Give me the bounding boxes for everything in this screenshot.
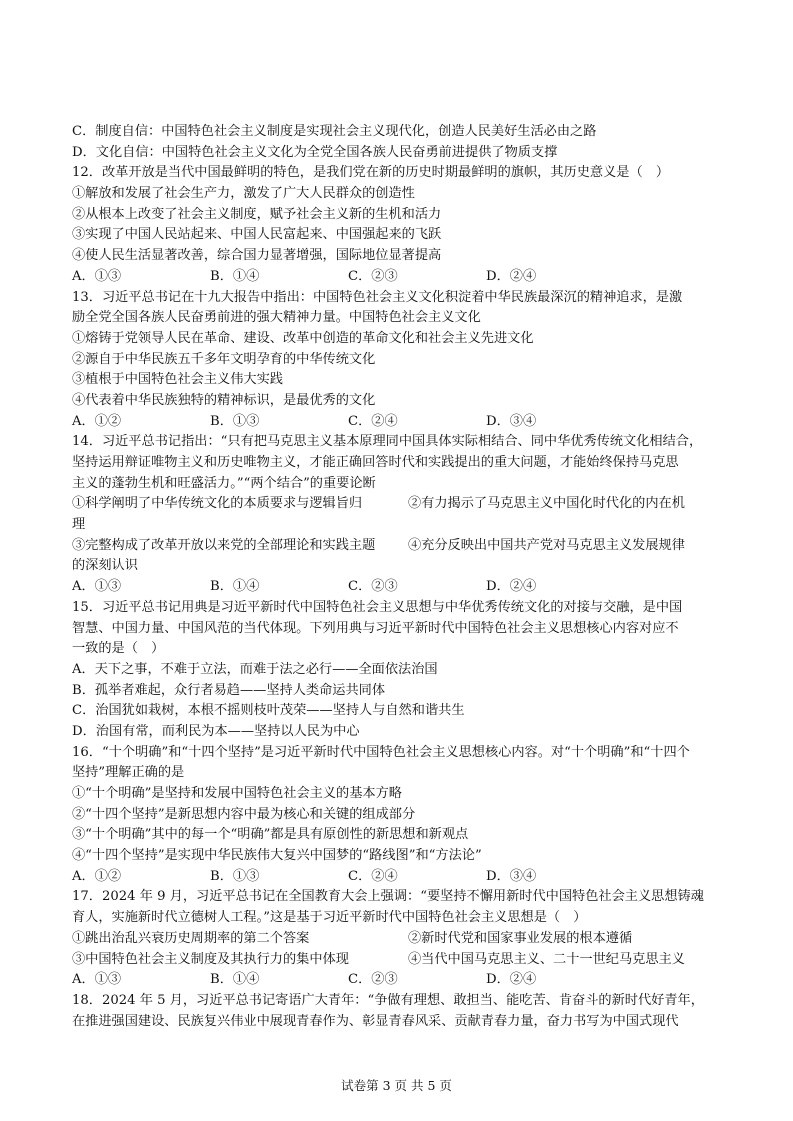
question-12-option-d: D．②④ bbox=[486, 268, 537, 284]
question-16-item-1: ①“十个明确”是坚持和发展中国特色社会主义的基本方略 bbox=[72, 786, 402, 801]
question-13-item-1: ①熔铸于党领导人民在革命、建设、改革中创造的革命文化和社会主义先进文化 bbox=[72, 330, 534, 346]
question-18-stem-2: 在推进强国建设、民族复兴伟业中展现青春作为、彰显青春风采、贡献青春力量，奋力书写为中国式现代 bbox=[72, 1013, 679, 1029]
question-13-stem-1: 13．习近平总书记在十九大报告中指出：中国特色社会主义文化积淀着中华民族最深沉的精神追求，是激 bbox=[72, 289, 683, 305]
page-footer: 试卷第 3 页 共 5 页 bbox=[341, 1078, 452, 1093]
question-13-option-b: B．①③ bbox=[210, 413, 260, 429]
question-16-option-d: D．③④ bbox=[486, 868, 537, 884]
question-14-item-4-cont: 的深刻认识 bbox=[72, 558, 138, 574]
question-17-option-a: A．①③ bbox=[72, 972, 122, 988]
question-16-item-3: ③“十个明确”其中的每一个“明确”都是具有原创性的新思想和新观点 bbox=[72, 827, 469, 843]
question-14-item-3: ③完整构成了改革开放以来党的全部理论和实践主题 bbox=[72, 537, 376, 553]
question-14-stem-3: 主义的蓬勃生机和旺盛活力。”“两个结合”的重要论断 bbox=[72, 475, 376, 491]
question-13-item-4: ④代表着中华民族独特的精神标识，是最优秀的文化 bbox=[72, 392, 376, 408]
question-17-item-3: ③中国特色社会主义制度及其执行力的集中体现 bbox=[72, 951, 349, 967]
question-15-option-b: B．孤举者难起，众行者易趋——坚持人类命运共同体 bbox=[72, 682, 386, 698]
option-d-line: D．文化自信：中国特色社会主义文化为全党全国各族人民奋勇前进提供了物质支撑 bbox=[72, 144, 558, 160]
question-17-items-row-1 bbox=[72, 929, 722, 950]
question-15-option-d: D．治国有常，而利民为本——坚持以人民为中心 bbox=[72, 723, 360, 739]
option-c-line: C．制度自信：中国特色社会主义制度是实现社会主义现代化，创造人民美好生活必由之路 bbox=[72, 124, 597, 139]
exam-page-content bbox=[72, 122, 722, 1032]
question-17-option-b: B．①④ bbox=[210, 972, 260, 988]
question-14-option-b: B．①④ bbox=[210, 579, 260, 595]
question-14-items-row-2 bbox=[72, 536, 722, 557]
question-16-option-b: B．①③ bbox=[210, 868, 260, 884]
question-17-item-1: ①跳出治乱兴衰历史周期率的第二个答案 bbox=[72, 930, 310, 946]
question-14-item-2-cont: 理 bbox=[72, 517, 86, 533]
question-17-stem-1: 17．2024 年 9 月，习近平总书记在全国教育大会上强调：“要坚持不懈用新时代中国特色社会主义思想铸魂 bbox=[72, 889, 704, 905]
question-17-item-2: ②新时代党和国家事业发展的根本遵循 bbox=[408, 930, 633, 946]
question-12-item-1: ①解放和发展了社会生产力，激发了广大人民群众的创造性 bbox=[72, 186, 415, 202]
question-12-option-b: B．①④ bbox=[210, 268, 260, 284]
question-14-item-1: ①科学阐明了中华传统文化的本质要求与逻辑旨归 bbox=[72, 496, 363, 512]
question-15-option-a: A．天下之事，不难于立法，而难于法之必行——全面依法治国 bbox=[72, 661, 438, 677]
question-13-option-d: D．③④ bbox=[486, 413, 537, 429]
question-12-item-2: ②从根本上改变了社会主义制度，赋予社会主义新的生机和活力 bbox=[72, 206, 442, 222]
question-16-option-c: C．②④ bbox=[348, 868, 398, 884]
question-13-stem-2: 励全党全国各族人民奋勇前进的强大精神力量。中国特色社会主义文化 bbox=[72, 310, 481, 326]
question-14-stem-1: 14．习近平总书记指出：“只有把马克思主义基本原理同中国具体实际相结合、同中华优秀传统文化相结合， bbox=[72, 434, 703, 450]
question-14-item-2: ②有力揭示了马克思主义中国化时代化的内在机 bbox=[408, 496, 685, 512]
question-16-stem-2: 坚持”理解正确的是 bbox=[72, 765, 185, 781]
question-15-stem-3: 一致的是（ ） bbox=[72, 641, 165, 657]
question-14-item-4: ④充分反映出中国共产党对马克思主义发展规律 bbox=[408, 537, 685, 553]
question-13-options bbox=[72, 412, 722, 433]
question-14-option-a: A．①③ bbox=[72, 579, 122, 595]
question-16-item-2: ②“十四个坚持”是新思想内容中最为核心和关键的组成部分 bbox=[72, 806, 416, 822]
question-17-options bbox=[72, 970, 722, 991]
question-17-item-4: ④当代中国马克思主义、二十一世纪马克思主义 bbox=[408, 951, 685, 967]
question-18-stem-1: 18．2024 年 5 月，习近平总书记寄语广大青年：“争做有理想、敢担当、能吃苦、肯奋斗的新时代好青年， bbox=[72, 992, 704, 1008]
question-13-option-a: A．①② bbox=[72, 413, 122, 429]
question-15-stem-2: 智慧、中国力量、中国风范的当代体现。下列用典与习近平新时代中国特色社会主义思想核心内容对应不 bbox=[72, 620, 679, 636]
question-16-options bbox=[72, 867, 722, 888]
question-17-items-row-2 bbox=[72, 950, 722, 971]
question-15-option-c: C．治国犹如栽树，本根不摇则枝叶茂荣——坚持人与自然和谐共生 bbox=[72, 703, 465, 719]
question-13-option-c: C．②④ bbox=[348, 413, 398, 429]
question-16-item-4: ④“十四个坚持”是实现中华民族伟大复兴中国梦的“路线图”和“方法论” bbox=[72, 848, 482, 864]
question-14-option-c: C．②③ bbox=[348, 579, 398, 595]
question-14-options bbox=[72, 577, 722, 598]
question-14-option-d: D．②④ bbox=[486, 579, 537, 595]
question-16-option-a: A．①② bbox=[72, 868, 122, 884]
question-16-stem-1: 16．“十个明确”和“十四个坚持”是习近平新时代中国特色社会主义思想核心内容。对“十个明确”和“十四个 bbox=[72, 744, 690, 760]
question-12-option-a: A．①③ bbox=[72, 268, 122, 284]
question-17-option-c: C．②③ bbox=[348, 972, 398, 988]
question-13-item-3: ③植根于中国特色社会主义伟大实践 bbox=[72, 372, 283, 388]
question-12-option-c: C．②③ bbox=[348, 268, 398, 284]
question-12-item-4: ④使人民生活显著改善，综合国力显著增强，国际地位显著提高 bbox=[72, 248, 442, 264]
question-12-options bbox=[72, 267, 722, 288]
question-15-stem-1: 15．习近平总书记用典是习近平新时代中国特色社会主义思想与中华优秀传统文化的对接与交融，是中国 bbox=[72, 599, 683, 615]
question-12-item-3: ③实现了中国人民站起来、中国人民富起来、中国强起来的飞跃 bbox=[72, 227, 442, 243]
question-12-stem: 12．改革开放是当代中国最鲜明的特色，是我们党在新的历史时期最鲜明的旗帜，其历史意义是（ ） bbox=[72, 165, 670, 181]
question-17-option-d: D．②④ bbox=[486, 972, 537, 988]
question-13-item-2: ②源自于中华民族五千多年文明孕育的中华传统文化 bbox=[72, 351, 376, 367]
question-14-items-row-1 bbox=[72, 494, 722, 515]
question-17-stem-2: 育人，实施新时代立德树人工程。”这是基于习近平新时代中国特色社会主义思想是（ ） bbox=[72, 910, 587, 926]
question-14-stem-2: 坚持运用辩证唯物主义和历史唯物主义，才能正确回答时代和实践提出的重大问题，才能始终保持马克思 bbox=[72, 455, 679, 470]
